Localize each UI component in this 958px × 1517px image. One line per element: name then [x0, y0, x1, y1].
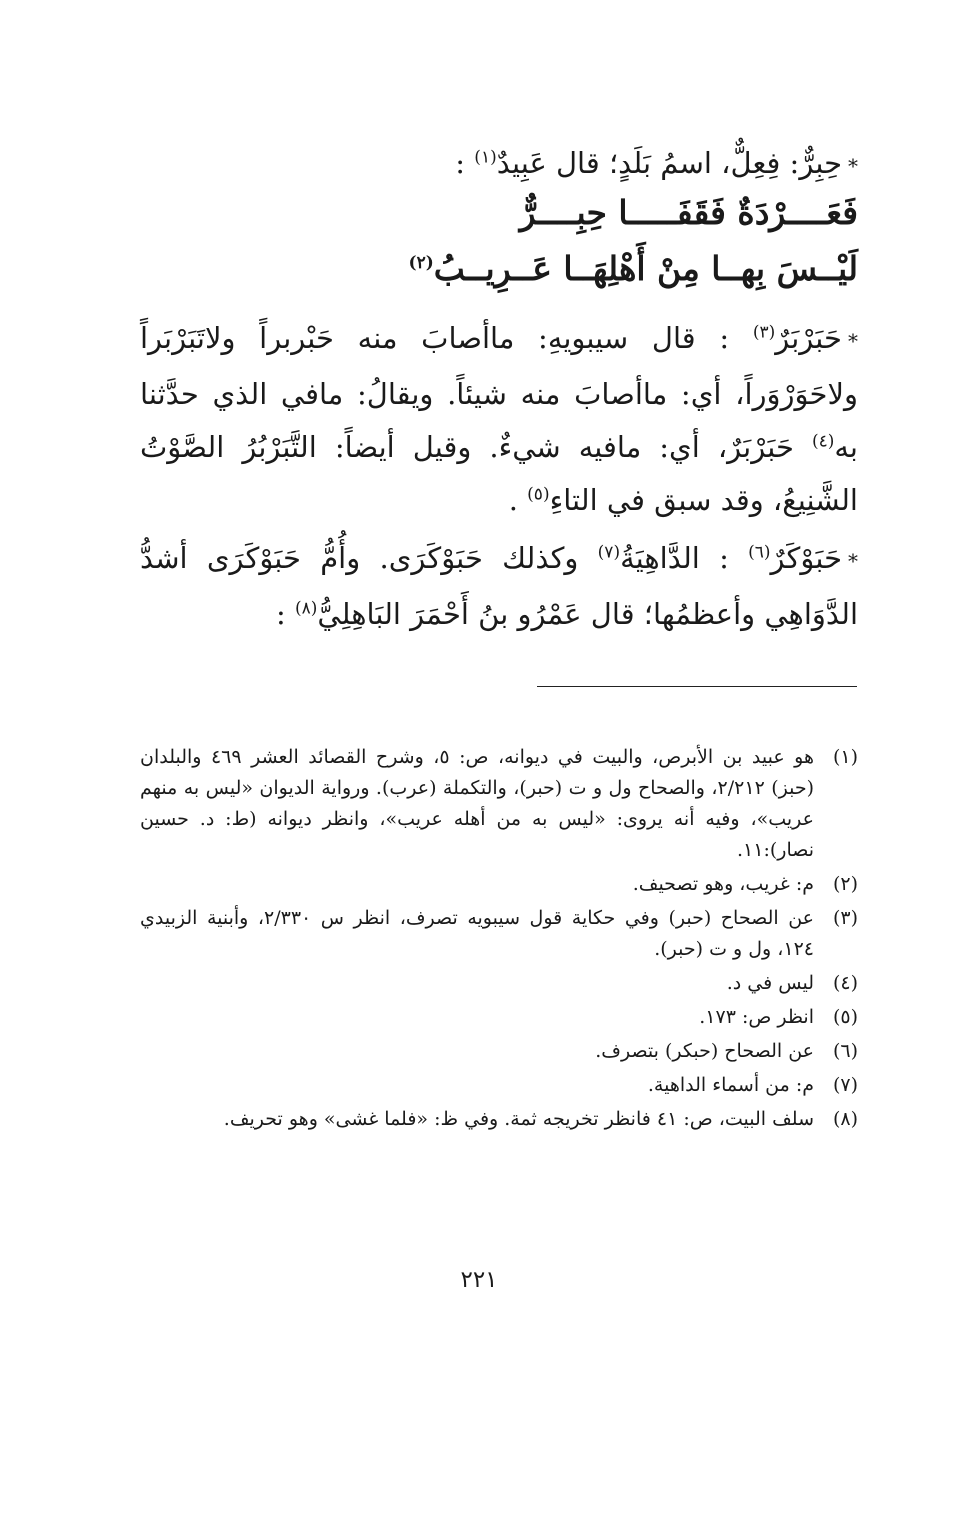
footnote-ref-2[interactable]: (٢)	[408, 253, 434, 273]
verse-line-1	[140, 190, 858, 236]
verse-hemistich-1: فَعَــــرْدَةٌ فَقَفَـــــا حِبِــــرٌّ	[519, 193, 858, 232]
footnote-item	[140, 742, 858, 866]
footnote-ref-8[interactable]: (٨)	[295, 598, 318, 619]
footnote-ref-4[interactable]: (٤)	[811, 431, 835, 452]
footnote-item	[140, 1002, 858, 1033]
footnote-ref-1[interactable]: (١)	[474, 147, 497, 168]
footnote-divider	[537, 686, 857, 687]
footnote-number: (٥)	[832, 1006, 858, 1028]
entry-headword: حَبَوْكَرٌ	[770, 541, 842, 575]
entry-text: حَبَرْبَرٌ، أي: مافيه شيءٌ. وقيل أيضاً: التَّبَرْبُرُ الصَّوْتُ الشَّنِيعُ، وقد سبق في التاءِ	[140, 430, 858, 517]
page-number: ٢٢١	[460, 1267, 498, 1293]
footnote-number: (١)	[832, 746, 858, 768]
entry-marker: *	[848, 549, 858, 573]
footnote-text: انظر ص: ١٧٣.	[699, 1006, 814, 1028]
entry-marker: *	[848, 154, 858, 178]
entry-habawkar	[140, 532, 858, 641]
entry-punctuation: :	[276, 597, 295, 631]
footnote-item	[140, 903, 858, 965]
footnote-item	[140, 869, 858, 900]
entry-habarbar	[140, 312, 858, 527]
footnote-text: سلف البيت، ص: ٤١ فانظر تخريجه ثمة. وفي ظ: «فلما غشى» وهو تحريف.	[223, 1108, 814, 1130]
footnote-ref-5[interactable]: (٥)	[527, 484, 550, 505]
footnote-ref-6[interactable]: (٦)	[748, 542, 771, 563]
verse-line-2	[140, 246, 858, 292]
footnote-number: (٢)	[832, 873, 858, 895]
footnote-number: (٤)	[832, 972, 858, 994]
footnote-text: م: من أسماء الداهية.	[647, 1074, 814, 1096]
footnote-ref-7[interactable]: (٧)	[597, 542, 621, 563]
footnote-text: عن الصحاح (حبر) وفي حكاية قول سيبويه تصرف، انظر س ٢/٣٣٠، وأبنية الزبيدي ١٢٤، ول و ت (حبر).	[140, 907, 814, 960]
entry-headword: حَبَرْبَرٌ	[775, 321, 842, 355]
footnote-text: ليس في د.	[726, 972, 814, 994]
footnote-text: هو عبيد بن الأبرص، والبيت في ديوانه، ص: ٥، وشرح القصائد العشر ٤٦٩ والبلدان (حبز) ٢/٢١٢، والصحاح ول و ت (حبر)، والتكملة (عرب). ورواية الديوان «ليس به منهم عريب»، وفيه أنه يروى: «ليس به من أهله عريب»، وانظر ديوانه (ط: د. حسين نصار):١١.	[140, 746, 814, 861]
entry-marker: *	[848, 329, 858, 353]
footnote-item	[140, 968, 858, 999]
footnote-item	[140, 1036, 858, 1067]
entry-text: حِبِرٌّ: فِعِلٌّ، اسمُ بَلَدٍ؛ قال عَبِيدٌ	[496, 146, 842, 180]
verse-hemistich-2: لَيْــسَ بِهــا مِنْ أَهْلِهَــا عَــرِيــبُ	[433, 249, 858, 288]
footnotes-list	[140, 742, 858, 1138]
footnote-number: (٦)	[832, 1040, 858, 1062]
footnote-number: (٧)	[832, 1074, 858, 1096]
footnote-number: (٨)	[832, 1108, 858, 1130]
footnote-item	[140, 1070, 858, 1101]
entry-text: : الدَّاهِيَةُ	[620, 541, 749, 575]
entry-hibirr	[140, 140, 858, 189]
entry-punctuation: .	[508, 483, 528, 517]
footnote-text: م: غريب، وهو تصحيف.	[632, 873, 814, 895]
footnote-ref-3[interactable]: (٣)	[752, 322, 776, 343]
entry-punctuation: :	[455, 146, 475, 180]
footnote-number: (٣)	[832, 907, 858, 929]
footnote-text: عن الصحاح (حبكر) بتصرف.	[595, 1040, 814, 1062]
footnote-item	[140, 1104, 858, 1135]
entry-text: : قال سيبويهِ: ماأصابَ منه حَبْربراً ولاتَبَرْبَراً ولاحَوَرْوَراً، أي: ماأصابَ منه شيئاً. ويقالُ: مافي الذي حدَّثنا به	[140, 321, 858, 464]
entry-text: وكذلك حَبَوْكَرَى. وأُمُّ حَبَوْكَرَى أشدُّ الدَّوَاهِي وأعظمُها؛ قال عَمْرُو بنُ أَحْمَرَ البَاهِلِيُّ	[140, 541, 858, 631]
